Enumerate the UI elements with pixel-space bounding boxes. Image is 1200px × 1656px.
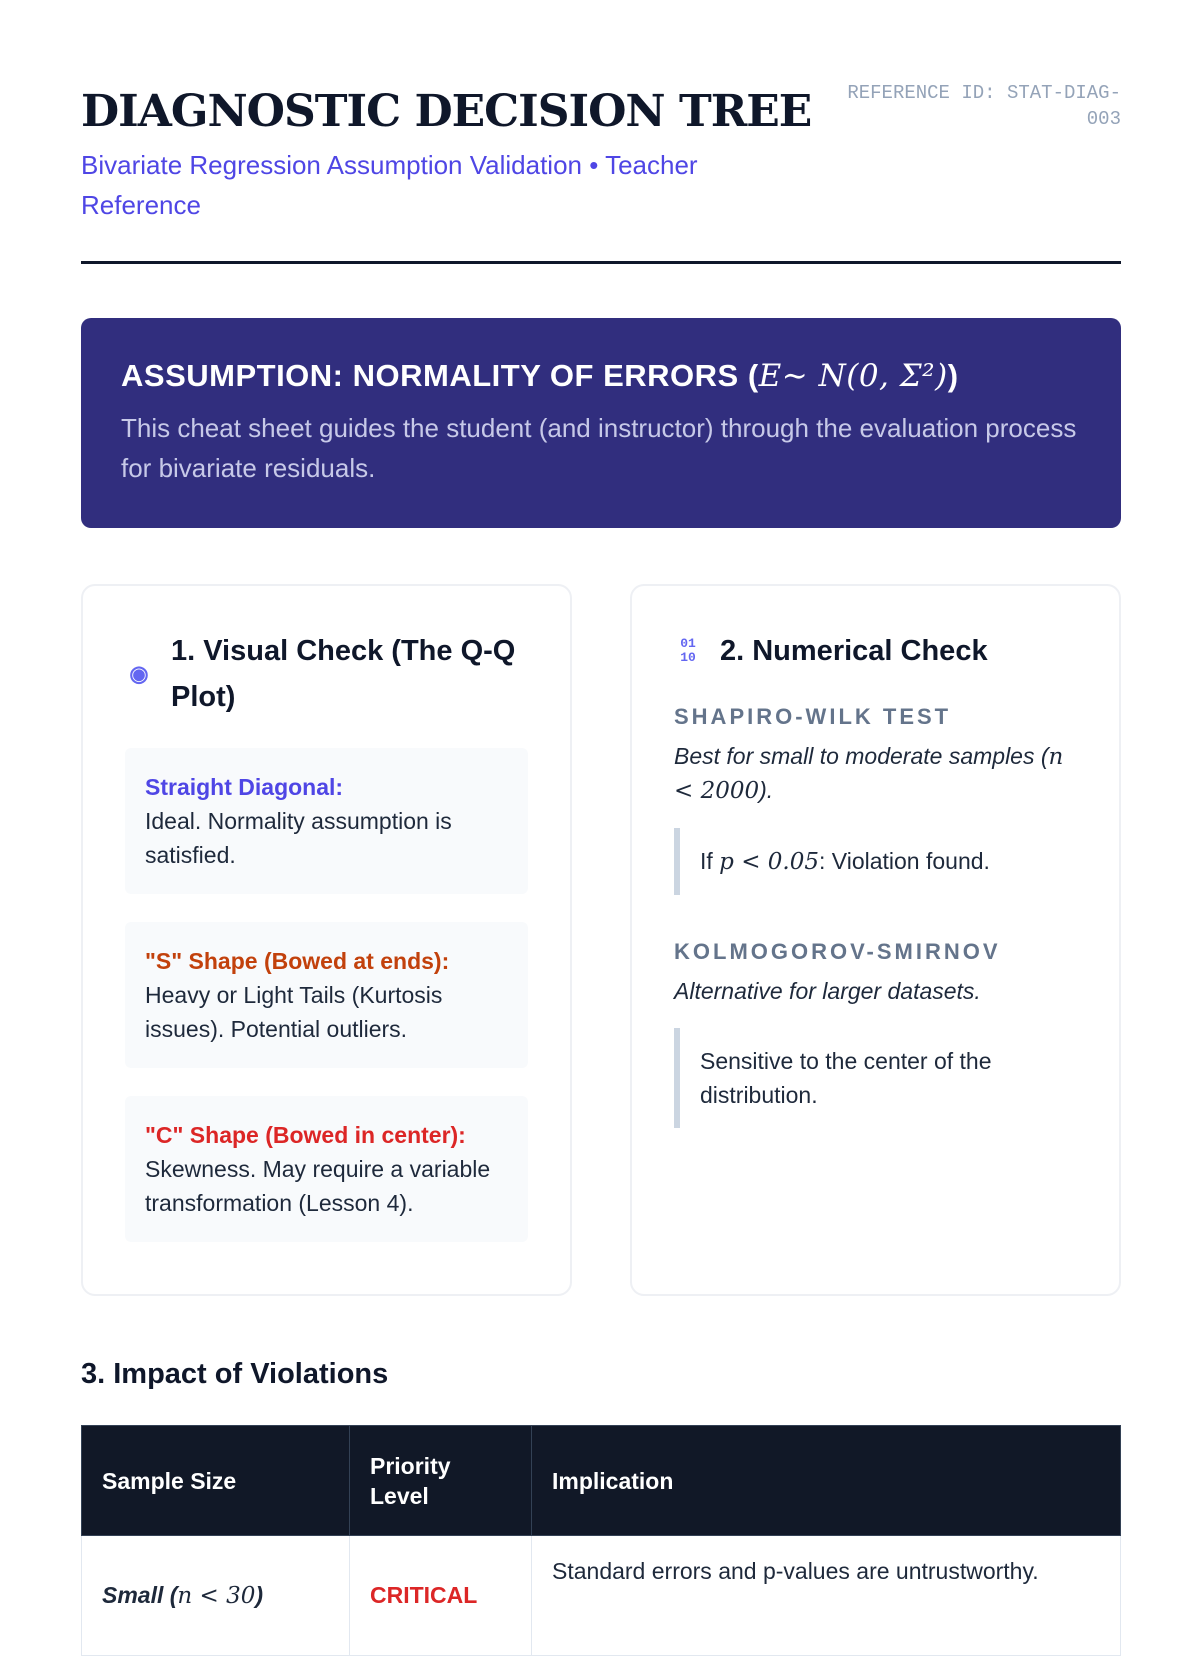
shape-label: "S" Shape (Bowed at ends): xyxy=(145,948,450,974)
table-row xyxy=(82,1536,1121,1656)
page-subtitle: Bivariate Regression Assumption Validation • Teacher Reference xyxy=(81,150,698,220)
size-text: Small ( xyxy=(102,1582,178,1608)
size-end: ) xyxy=(255,1582,264,1608)
shape-text: Heavy or Light Tails (Kurtosis issues). Potential outliers. xyxy=(145,982,443,1042)
banner-title-close: ) xyxy=(947,358,959,393)
numerical-check-title: 2. Numerical Check xyxy=(720,635,988,667)
impact-title: 3. Impact of Violations xyxy=(81,1358,389,1390)
header xyxy=(81,0,1121,264)
sample-size-cell xyxy=(82,1536,350,1656)
page-title: DIAGNOSTIC DECISION TREE xyxy=(81,86,812,137)
column-header: Priority Level xyxy=(350,1426,532,1536)
test-description: Alternative for larger datasets. xyxy=(674,978,981,1004)
test-name: SHAPIRO-WILK TEST xyxy=(674,704,952,729)
banner-title-text: ASSUMPTION: NORMALITY OF ERRORS ( xyxy=(121,358,759,393)
banner-math: E∼ N(0, Σ²) xyxy=(758,358,948,394)
eye-icon: ◉ xyxy=(129,661,149,686)
desc-text: Best for small to moderate samples ( xyxy=(674,743,1049,769)
page xyxy=(81,0,1121,1656)
banner-title xyxy=(121,358,1081,394)
binary-icon: 01 10 xyxy=(680,636,696,665)
reference-id: REFERENCE ID: STAT-DIAG-003 xyxy=(847,82,1121,130)
shape-item xyxy=(125,748,528,894)
test-rule xyxy=(674,828,1077,895)
implication-cell: Standard errors and p-values are untrustworthy. xyxy=(532,1536,1121,1656)
numerical-check-card xyxy=(630,584,1121,1296)
shape-item xyxy=(125,922,528,1068)
visual-check-title: 1. Visual Check (The Q-Q Plot) xyxy=(171,635,516,713)
rule-math: p < 0.05 xyxy=(719,849,819,875)
shape-label: "C" Shape (Bowed in center): xyxy=(145,1122,466,1148)
assumption-banner xyxy=(81,318,1121,528)
shape-item xyxy=(125,1096,528,1242)
shape-text: Skewness. May require a variable transformation (Lesson 4). xyxy=(145,1156,491,1216)
desc-math: n < 2000 xyxy=(674,744,1064,804)
banner-text: This cheat sheet guides the student (and instructor) through the evaluation process for bivariate residuals. xyxy=(121,413,1077,483)
shape-text: Ideal. Normality assumption is satisfied. xyxy=(145,808,452,868)
priority-cell: CRITICAL xyxy=(350,1536,532,1656)
size-math: n < 30 xyxy=(177,1583,256,1609)
impact-table xyxy=(81,1425,1121,1656)
column-header: Implication xyxy=(532,1426,1121,1536)
column-header: Sample Size xyxy=(82,1426,350,1536)
rule-pre: If xyxy=(700,848,720,874)
visual-check-card xyxy=(81,584,572,1296)
test-name: KOLMOGOROV-SMIRNOV xyxy=(674,939,1001,964)
test-note: Sensitive to the center of the distribution. xyxy=(674,1028,1034,1128)
shape-label: Straight Diagonal: xyxy=(145,774,344,800)
rule-post: : Violation found. xyxy=(819,848,990,874)
test-description xyxy=(674,740,1077,808)
desc-end: ). xyxy=(759,777,774,803)
